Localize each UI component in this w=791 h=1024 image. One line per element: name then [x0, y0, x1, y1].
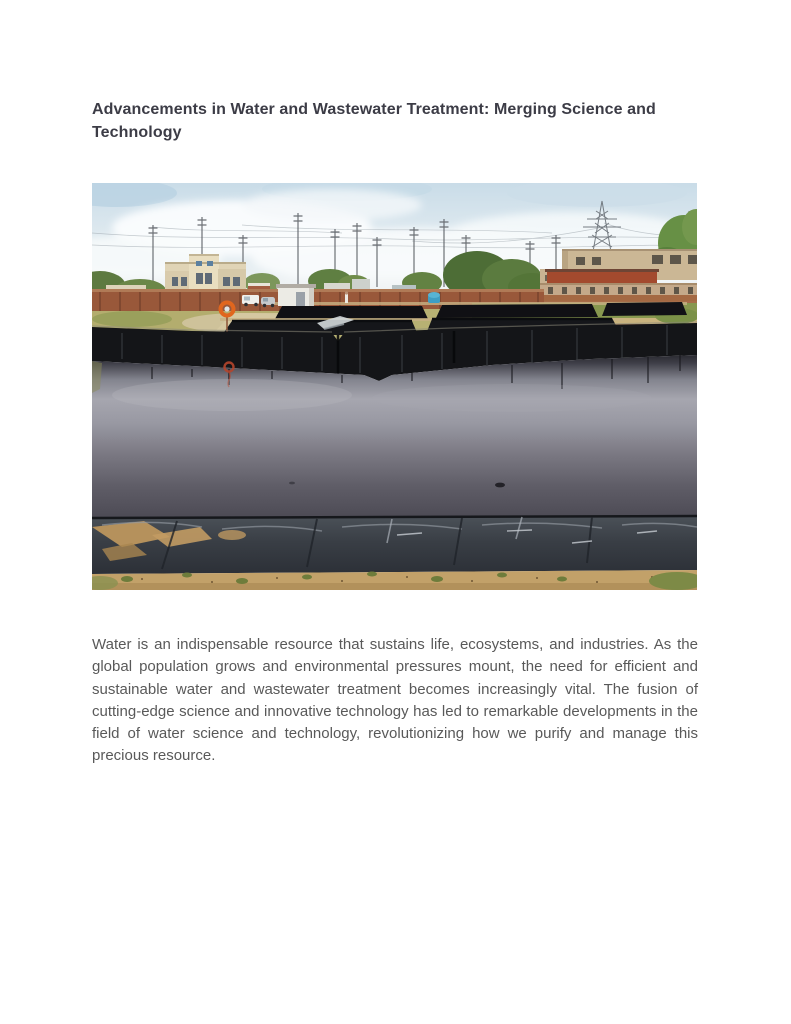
article-photo	[92, 183, 697, 590]
foreground-pond-water	[92, 355, 697, 519]
article-paragraph: Water is an indispensable resource that sustains life, ecosystems, and industries. As the global population grows and environmental pressures mount, the need for efficient and sustainable water and wastewater treatment becomes increasingly vital. The fusion of cutting-edge science and innovative technology has led to remarkable developments in the field of water science and technology, revolutionizing how we purify and manage this precious resource.	[92, 636, 698, 765]
article-title: Advancements in Water and Wastewater Treatment: Merging Science and Technology	[92, 101, 656, 141]
right-brick-building	[540, 249, 697, 301]
white-shed	[276, 284, 316, 306]
treatment-ponds-scene	[92, 183, 697, 590]
geomembrane-liner	[92, 516, 697, 574]
worker-figure	[345, 291, 348, 303]
water-storage-tank	[428, 292, 440, 303]
